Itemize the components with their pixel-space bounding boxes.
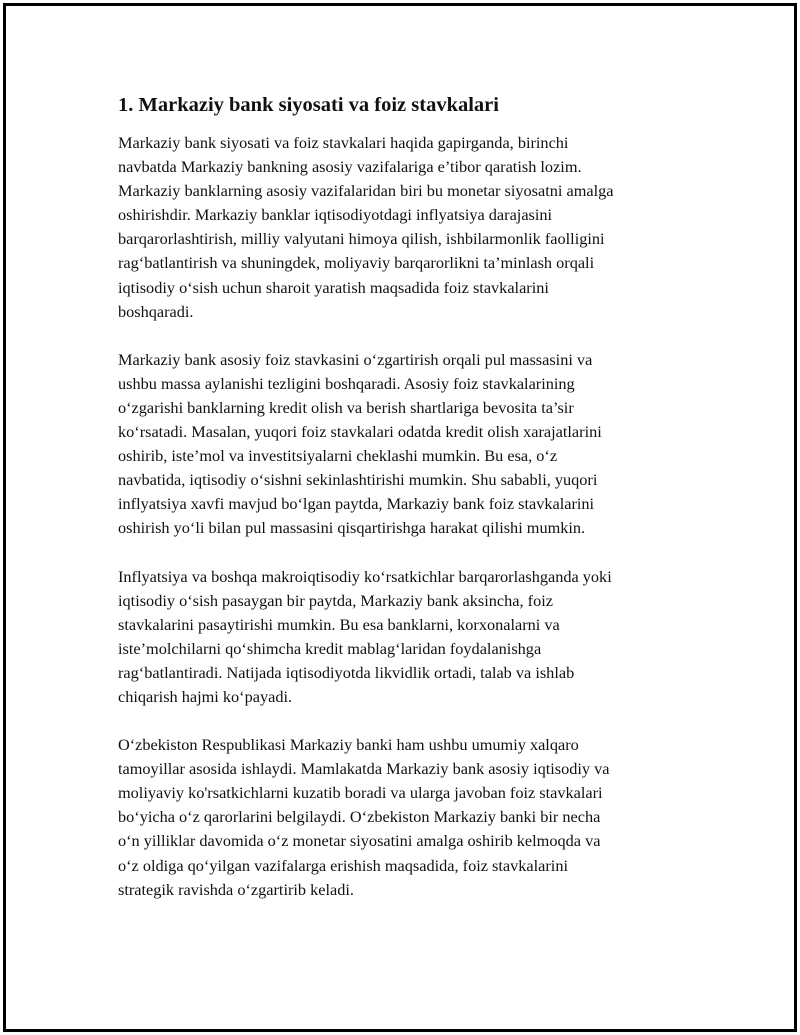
text-line: rag‘batlantirish va shuningdek, moliyaviy barqarorlikni ta’minlash orqali <box>118 253 595 273</box>
text-line: strategik ravishda o‘zgartirib keladi. <box>118 879 354 899</box>
text-line: tamoyillar asosida ishlaydi. Mamlakatda Markaziy bank asosiy iqtisodiy va <box>118 759 610 779</box>
text-line: bo‘yicha o‘z qarorlarini belgilaydi. O‘zbekiston Markaziy banki bir necha <box>118 807 601 827</box>
paragraph-3 <box>118 565 683 710</box>
paragraph-1 <box>118 131 683 324</box>
text-line: rag‘batlantiradi. Natijada iqtisodiyotda likvidlik ortadi, talab va ishlab <box>118 662 575 682</box>
text-line: navbatda Markaziy bankning asosiy vazifalariga e’tibor qaratish lozim. <box>118 157 582 177</box>
text-line: Inflyatsiya va boshqa makroiqtisodiy ko‘rsatkichlar barqarorlashganda yoki <box>118 566 612 586</box>
text-line: O‘zbekiston Respublikasi Markaziy banki ham ushbu umumiy xalqaro <box>118 735 579 755</box>
text-line: navbatida, iqtisodiy o‘sishni sekinlashtirishi mumkin. Shu sababli, yuqori <box>118 470 598 490</box>
paragraph-4 <box>118 733 683 902</box>
text-line: iqtisodiy o‘sish uchun sharoit yaratish maqsadida foiz stavkalarini <box>118 277 549 297</box>
text-line: ko‘rsatadi. Masalan, yuqori foiz stavkalari odatda kredit olish xarajatlarini <box>118 422 602 442</box>
text-line: oshirib, iste’mol va investitsiyalarni cheklashi mumkin. Bu esa, o‘z <box>118 446 558 466</box>
text-line: Markaziy banklarning asosiy vazifalaridan biri bu monetar siyosatni amalga <box>118 181 614 201</box>
text-line: o‘n yilliklar davomida o‘z monetar siyosatini amalga oshirib kelmoqda va <box>118 831 601 851</box>
text-line: iqtisodiy o‘sish pasaygan bir paytda, Markaziy bank aksincha, foiz <box>118 590 553 610</box>
text-line: Markaziy bank siyosati va foiz stavkalari haqida gapirganda, birinchi <box>118 133 569 152</box>
text-line: chiqarish hajmi ko‘payadi. <box>118 686 293 706</box>
text-line: oshirishdir. Markaziy banklar iqtisodiyotdagi inflyatsiya darajasini <box>118 205 553 225</box>
text-line: o‘zgarishi banklarning kredit olish va berish shartlariga bevosita ta’sir <box>118 397 574 417</box>
text-line: barqarorlashtirish, milliy valyutani himoya qilish, ishbilarmonlik faolligini <box>118 229 605 249</box>
text-line: o‘z oldiga qo‘yilgan vazifalarga erishish maqsadida, foiz stavkalarini <box>118 855 568 875</box>
text-line: Markaziy bank asosiy foiz stavkasini o‘zgartirish orqali pul massasini va <box>118 349 593 369</box>
section-title: 1. Markaziy bank siyosati va foiz stavkalari <box>118 94 499 116</box>
text-line: stavkalarini pasaytirishi mumkin. Bu esa banklarni, korxonalarni va <box>118 614 560 634</box>
text-line: ushbu massa aylanishi tezligini boshqaradi. Asosiy foiz stavkalarining <box>118 373 575 393</box>
text-line: oshirish yo‘li bilan pul massasini qisqartirishga harakat qilishi mumkin. <box>118 518 586 538</box>
document-body <box>118 90 683 926</box>
text-line: moliyaviy ko'rsatkichlarni kuzatib boradi va ularga javoban foiz stavkalari <box>118 783 603 803</box>
text-line: boshqaradi. <box>118 301 194 321</box>
text-line: iste’molchilarni qo‘shimcha kredit mablag‘laridan foydalanishga <box>118 638 542 658</box>
text-line: inflyatsiya xavfi mavjud bo‘lgan paytda, Markaziy bank foiz stavkalarini <box>118 494 595 514</box>
paragraph-2 <box>118 348 683 541</box>
